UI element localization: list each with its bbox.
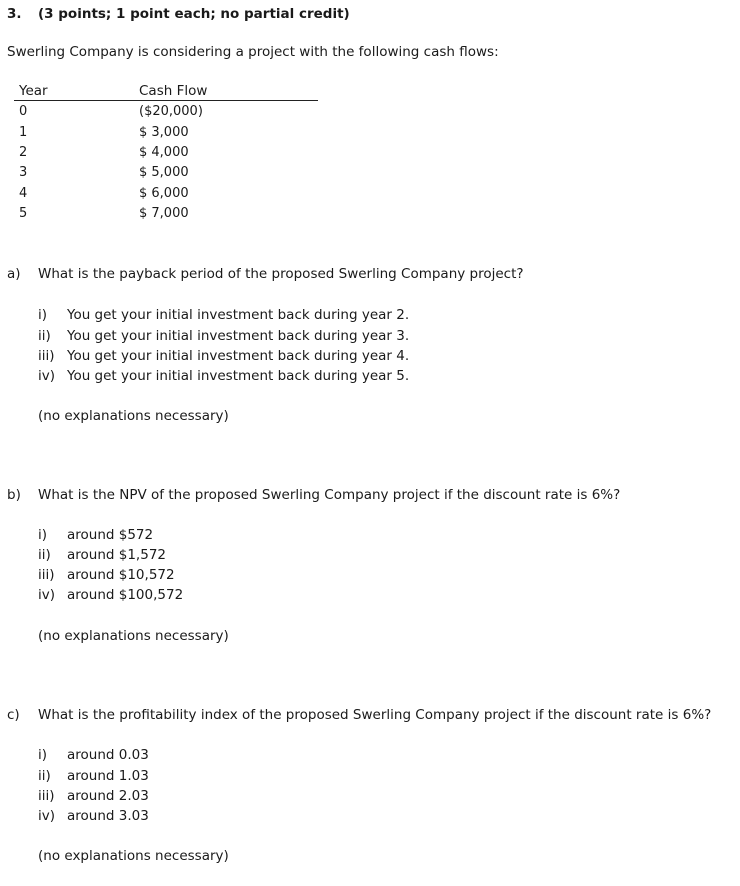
question-label: c) bbox=[7, 707, 20, 723]
option-text: around $1,572 bbox=[67, 547, 166, 563]
option-text: You get your initial investment back during year 4. bbox=[67, 348, 410, 364]
option-number: iv) bbox=[38, 808, 56, 824]
intro-text: Swerling Company is considering a project with the following cash flows: bbox=[7, 44, 499, 60]
table-cell-cash-flow: $ 4,000 bbox=[139, 145, 189, 160]
option-text: You get your initial investment back during year 5. bbox=[67, 368, 410, 384]
table-cell-cash-flow: $ 3,000 bbox=[139, 125, 189, 140]
table-cell-year: 3 bbox=[19, 165, 28, 180]
option-text: You get your initial investment back during year 3. bbox=[67, 328, 410, 344]
table-cell-cash-flow: $ 7,000 bbox=[139, 206, 189, 221]
table-cell-year: 4 bbox=[19, 186, 28, 201]
table-header-cash-flow: Cash Flow bbox=[139, 83, 208, 99]
table-header-rule bbox=[14, 100, 318, 101]
question-text: What is the profitability index of the proposed Swerling Company project if the discount rate is 6%? bbox=[38, 707, 712, 723]
option-text: around 2.03 bbox=[67, 788, 149, 804]
table-cell-cash-flow: $ 6,000 bbox=[139, 186, 189, 201]
option-text: around $572 bbox=[67, 527, 154, 543]
option-number: ii) bbox=[38, 547, 51, 563]
question-label: b) bbox=[7, 487, 21, 503]
question-text: What is the payback period of the proposed Swerling Company project? bbox=[38, 266, 524, 282]
option-number: iv) bbox=[38, 587, 56, 603]
option-number: iii) bbox=[38, 348, 55, 364]
option-text: around $10,572 bbox=[67, 567, 175, 583]
option-number: i) bbox=[38, 747, 48, 763]
note-text: (no explanations necessary) bbox=[38, 408, 229, 424]
option-number: ii) bbox=[38, 328, 51, 344]
option-text: around 0.03 bbox=[67, 747, 149, 763]
question-text: What is the NPV of the proposed Swerling Company project if the discount rate is 6%? bbox=[38, 487, 621, 503]
option-number: iii) bbox=[38, 567, 55, 583]
note-text: (no explanations necessary) bbox=[38, 628, 229, 644]
option-number: iii) bbox=[38, 788, 55, 804]
option-number: iv) bbox=[38, 368, 56, 384]
table-cell-year: 5 bbox=[19, 206, 28, 221]
option-text: around 1.03 bbox=[67, 768, 149, 784]
table-cell-cash-flow: ($20,000) bbox=[139, 104, 203, 119]
question-label: a) bbox=[7, 266, 21, 282]
note-text: (no explanations necessary) bbox=[38, 848, 229, 864]
option-number: i) bbox=[38, 307, 48, 323]
table-header-year: Year bbox=[19, 83, 48, 99]
table-cell-year: 0 bbox=[19, 104, 28, 119]
option-text: around $100,572 bbox=[67, 587, 184, 603]
points-header: (3 points; 1 point each; no partial credit) bbox=[38, 6, 350, 22]
option-text: around 3.03 bbox=[67, 808, 149, 824]
option-text: You get your initial investment back during year 2. bbox=[67, 307, 410, 323]
table-cell-year: 2 bbox=[19, 145, 28, 160]
table-cell-cash-flow: $ 5,000 bbox=[139, 165, 189, 180]
question-number: 3. bbox=[7, 6, 22, 22]
option-number: ii) bbox=[38, 768, 51, 784]
table-cell-year: 1 bbox=[19, 125, 28, 140]
option-number: i) bbox=[38, 527, 48, 543]
